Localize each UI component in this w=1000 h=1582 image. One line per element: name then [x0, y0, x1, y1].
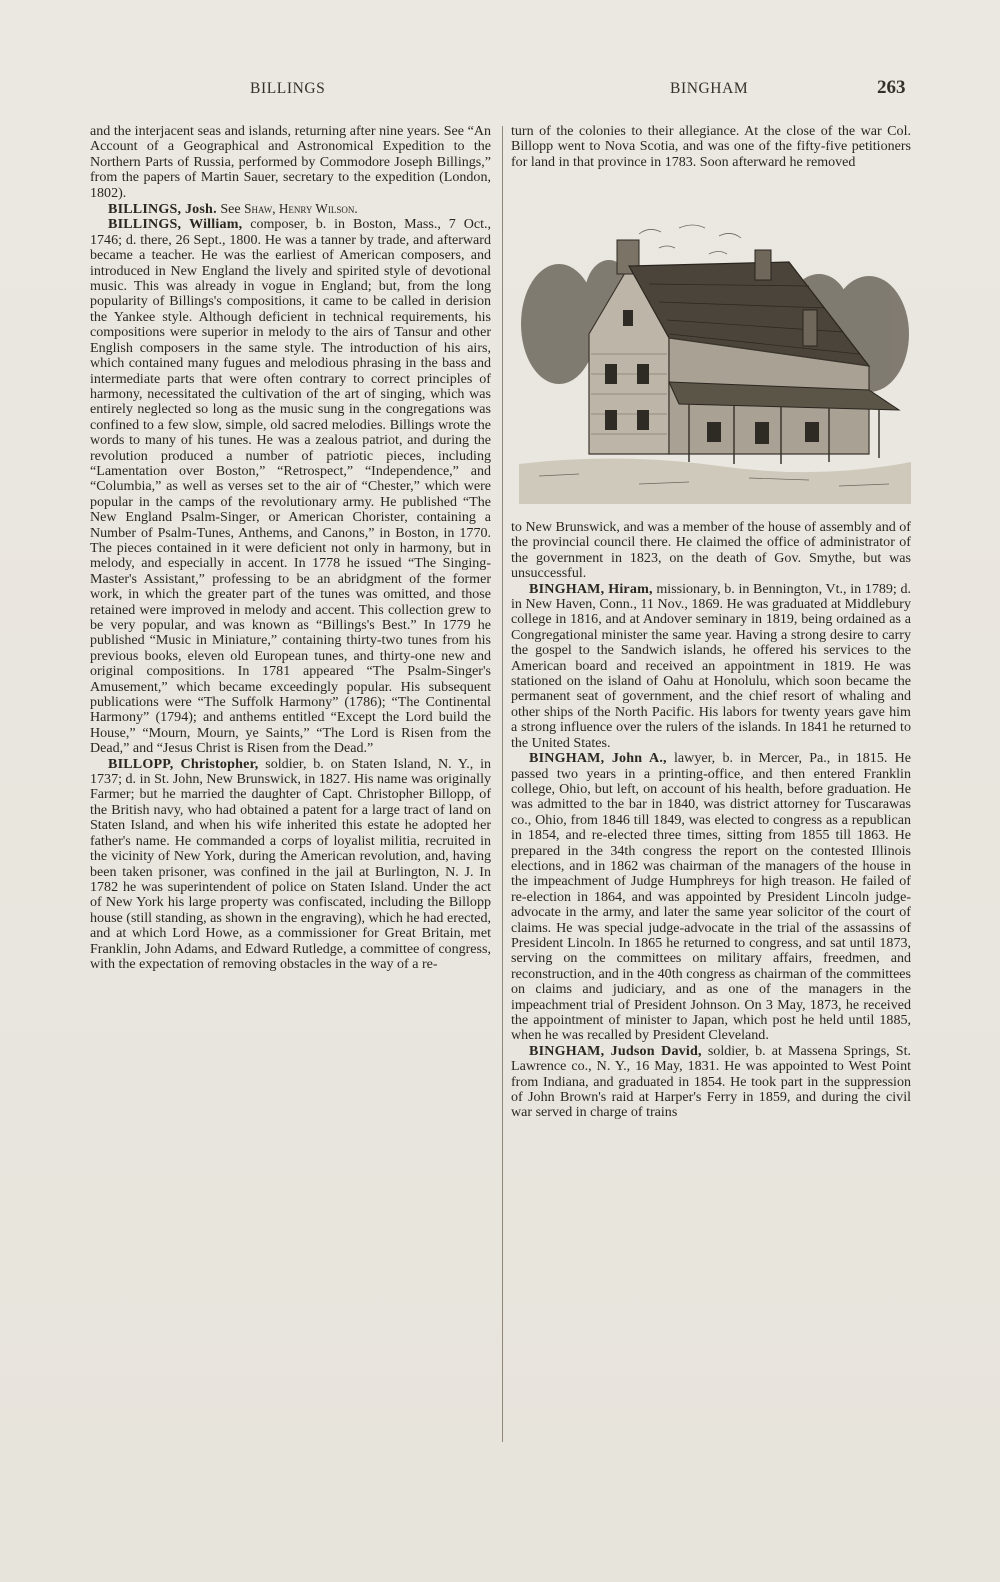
right-column-top	[511, 124, 911, 170]
article-continuation: turn of the colonies to their allegiance. At the close of the war Col. Billopp went to Nova Scotia, and was one of the fifty-five petitioners for land in that province in 1783. Soon afterward he removed	[511, 123, 911, 170]
column-divider	[502, 126, 503, 1442]
left-column	[90, 124, 491, 972]
running-head	[0, 78, 1000, 102]
billopp-house-engraving-icon	[519, 214, 911, 504]
headword-billings-josh: BILLINGS, Josh.	[108, 201, 217, 218]
article-body: missionary, b. in Bennington, Vt., in 1789; d. in New Haven, Conn., 11 Nov., 1869. He was graduated at Middlebury college in 1816, and at Andover seminary in 1819, being ordained as a Congregational minister the same year. Having a strong desire to carry the gospel to the Sandwich islands, he offered his services to the American board and received an appointment in 1819. He was stationed on the island of Oahu at Honolulu, which soon became the permanent seat of government, and the chief resort of whaling and other ships of the North Pacific. His labors for twenty years gave him a strong influence over the rulers of the islands. In 1841 he returned to the United States.	[511, 580, 911, 751]
article-billings-william	[90, 217, 491, 756]
headword-billopp-christopher: BILLOPP, Christopher,	[108, 755, 259, 772]
article-body: soldier, b. at Massena Springs, St. Lawrence co., N. Y., 16 May, 1831. He was appointed to West Point from Indiana, and graduated in 1854. He took part in the suppression of John Brown's raid at Harper's Ferry in 1859, and during the civil war served in charge of trains	[511, 1042, 911, 1121]
page-number: 263	[877, 77, 906, 98]
article-continuation: and the interjacent seas and islands, returning after nine years. See “An Account of a Geographical and Astronomical Expedition to the Northern Parts of Russia, performed by Commodore Joseph Billings,” from the papers of Martin Sauer, secretary to the expedition (London, 1802).	[90, 123, 491, 201]
article-body: lawyer, b. in Mercer, Pa., in 1815. He passed two years in a printing-office, and then entered Franklin college, Ohio, but left, on account of his health, before graduation. He was admitted to the bar in 1840, was district attorney for Tuscarawas co., Ohio, from 1846 till 1849, was elected to congress as a republican in 1854, and re-elected three times, sitting from 1855 till 1863. He prepared in the 34th congress the report on the contested Illinois elections, and in 1862 was chairman of the managers of the house in the impeachment of Judge Humphreys for high treason. He failed of re-election in 1864, and was appointed by President Lincoln judge-advocate in the army, and later the same year solicitor of the court of claims. He was special judge-advocate in the trial of the assassins of President Lincoln. In 1865 he returned to congress, and sat until 1873, serving on the committees on military affairs, freedmen, and reconstruction, and in the 40th congress as chairman of the committees on claims and judiciary, and as one of the managers in the impeachment trial of President Johnson. On 3 May, 1873, he received the appointment of minister to Japan, which post he held until 1885, when he was recalled by President Cleveland.	[511, 750, 912, 1044]
running-head-left: BILLINGS	[250, 80, 326, 97]
article-body: soldier, b. on Staten Island, N. Y., in 1737; d. in St. John, New Brunswick, in 1827. His name was originally Farmer; but he married the daughter of Capt. Christopher Billopp, of the British navy, who had obtained a patent for a large tract of land on Staten Island, and when his wife inherited this estate he adopted her father's name. He commanded a corps of loyalist militia, recruited in the vicinity of New York, during the American revolution, and, having been taken prisoner, was confined in the jail at Burlington, N. J. In 1782 he was superintendent of police on Staten Island. Under the act of New York his large property was confiscated, including the Billopp house (still standing, as shown in the engraving), which he had erected, and at which Lord Howe, as a commissioner for Great Britain, met Franklin, John Adams, and Edward Rutledge, a committee of congress, with the expectation of removing obstacles in the way of a re-	[90, 755, 492, 972]
article-billings-josh	[90, 201, 491, 217]
headword-billings-william: BILLINGS, William,	[108, 216, 243, 233]
headword-bingham-hiram: BINGHAM, Hiram,	[529, 580, 653, 597]
article-billopp-christopher	[90, 757, 491, 973]
cross-reference-label: See	[220, 201, 241, 218]
article-body: composer, b. in Boston, Mass., 7 Oct., 1746; d. there, 26 Sept., 1800. He was a tanner by trade, and afterward became a teacher. He was the earliest of American composers, and introduced in New England the lively and spirited style of devotional music. This was already in vogue in England; but, from the long popularity of Billings's compositions, it came to be called in derision the Yankee style. Although deficient in technical requirements, his compositions were superior in melody to the airs of Tansur and other English composers in the same style. The introduction of his airs, which contained many fugues and melodious phrasing in the bass and intermediate parts that were often contrary to correct principles of harmony, necessitated the cultivation of the art of singing, which was entirely neglected so long as the music sung in the congregations was confined to a few slow, simple, old sacred melodies. Billings wrote the words to many of his tunes. He was a zealous patriot, and during the revolution produced a number of patriotic pieces, including “Lamentation over Boston,” “Retrospect,” “Independence,” and “Columbia,” as well as verses set to the air of “Chester,” which were popular in the camps of the revolutionary army. He published “The New England Psalm-Singer, or American Chorister, containing a Number of Psalm-Tunes, Anthems, and Canons,” in Boston, in 1770. The pieces contained in it were deficient not only in harmony, but in melody, and especially in accent. In 1778 he issued “The Singing-Master's Assistant,” professing to be an abridgment of the former work, in which the greater part of the tunes was omitted, and those retained were improved in melody and accent. This collection grew to be very popular, and was known as “Billings's Best.” In 1779 he published “Music in Miniature,” containing thirty-two tunes from his previous books, eleven old European tunes, and thirty-one new and original compositions. In 1781 appeared “The Psalm-Singer's Amusement,” which became exceedingly popular. His subsequent publications were “The Suffolk Harmony” (1786); “The Continental Harmony” (1794); and anthems entitled “Except the Lord build the House,” “Mourn, Mourn, ye Saints,” “The Lord is Risen from the Dead,” and “Jesus Christ is Risen from the Dead.”	[90, 216, 491, 757]
article-bingham-hiram	[511, 582, 911, 751]
right-column-bottom	[511, 520, 911, 1121]
article-continuation: to New Brunswick, and was a member of the house of assembly and of the provincial council there. He claimed the office of administrator of the government in 1823, on the death of Gov. Smythe, but was unsuccessful.	[511, 519, 911, 582]
cross-reference-target: Shaw, Henry Wilson.	[244, 201, 358, 217]
headword-bingham-john: BINGHAM, John A.,	[529, 750, 667, 767]
article-bingham-judson	[511, 1044, 911, 1121]
article-bingham-john	[511, 751, 911, 1044]
running-head-center: BINGHAM	[670, 80, 749, 97]
headword-bingham-judson: BINGHAM, Judson David,	[529, 1042, 702, 1059]
